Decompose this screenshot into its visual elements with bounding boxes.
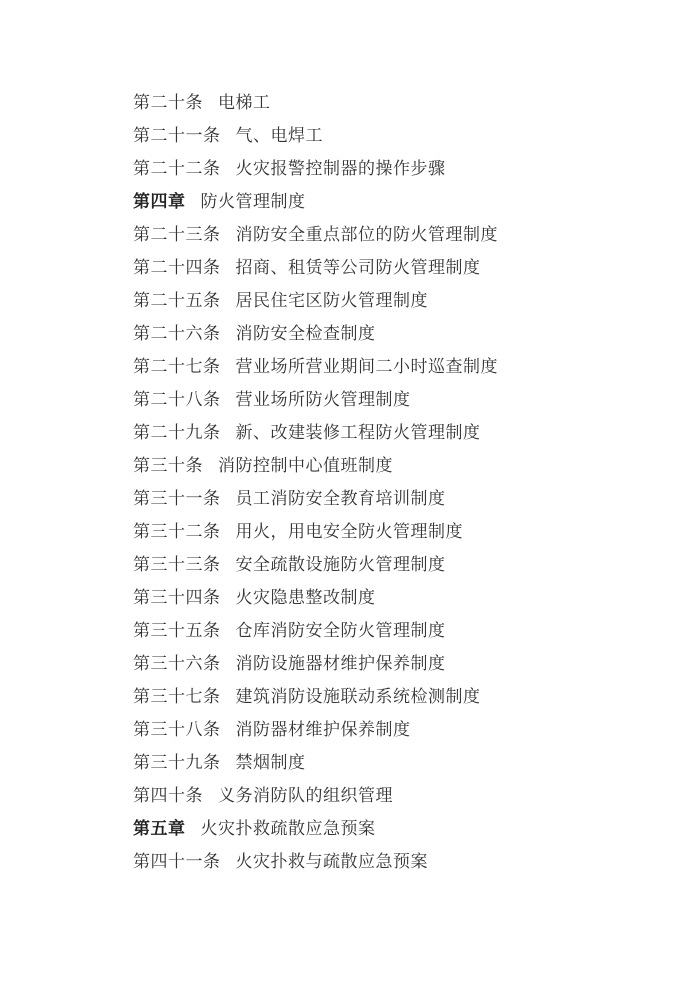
chapter-heading-line: [133, 812, 660, 845]
article-number: 第三十七条: [133, 687, 221, 706]
article-number: 第四十条: [133, 786, 203, 805]
article-line: [133, 548, 660, 581]
article-title: 消防器材维护保养制度: [235, 720, 411, 739]
article-title: 安全疏散设施防火管理制度: [235, 555, 446, 574]
article-line: [133, 482, 660, 515]
article-number: 第二十一条: [133, 126, 221, 145]
article-number: 第三十三条: [133, 555, 221, 574]
article-line: [133, 845, 660, 878]
article-line: [133, 350, 660, 383]
article-line: [133, 647, 660, 680]
article-title: 营业场所防火管理制度: [235, 390, 411, 409]
table-of-contents: [133, 86, 660, 878]
article-title: 员工消防安全教育培训制度: [235, 489, 446, 508]
article-number: 第四十一条: [133, 852, 221, 871]
article-number: 第二十五条: [133, 291, 221, 310]
article-number: 第三十五条: [133, 621, 221, 640]
article-line: [133, 614, 660, 647]
article-line: [133, 383, 660, 416]
article-number: 第三十九条: [133, 753, 221, 772]
article-line: [133, 713, 660, 746]
article-title: 招商、租赁等公司防火管理制度: [235, 258, 481, 277]
article-line: [133, 284, 660, 317]
chapter-number: 第五章: [133, 819, 186, 838]
article-number: 第二十六条: [133, 324, 221, 343]
article-number: 第三十二条: [133, 522, 221, 541]
chapter-title: 防火管理制度: [200, 192, 306, 211]
article-line: [133, 119, 660, 152]
article-line: [133, 680, 660, 713]
article-line: [133, 581, 660, 614]
article-line: [133, 515, 660, 548]
chapter-title: 火灾扑救疏散应急预案: [200, 819, 376, 838]
article-title: 仓库消防安全防火管理制度: [235, 621, 446, 640]
article-line: [133, 86, 660, 119]
article-title: 消防设施器材维护保养制度: [235, 654, 446, 673]
article-title: 营业场所营业期间二小时巡查制度: [235, 357, 498, 376]
article-number: 第二十三条: [133, 225, 221, 244]
article-line: [133, 746, 660, 779]
article-line: [133, 251, 660, 284]
article-title: 义务消防队的组织管理: [218, 786, 393, 805]
article-number: 第二十条: [133, 93, 203, 112]
article-line: [133, 779, 660, 812]
article-line: [133, 218, 660, 251]
article-title: 消防控制中心值班制度: [218, 456, 393, 475]
article-title: 气、电焊工: [235, 126, 323, 145]
chapter-heading-line: [133, 185, 660, 218]
article-number: 第二十四条: [133, 258, 221, 277]
article-line: [133, 449, 660, 482]
article-title: 居民住宅区防火管理制度: [235, 291, 428, 310]
article-number: 第三十条: [133, 456, 203, 475]
article-number: 第三十一条: [133, 489, 221, 508]
article-title: 消防安全重点部位的防火管理制度: [235, 225, 498, 244]
article-title: 消防安全检查制度: [235, 324, 376, 343]
article-number: 第二十七条: [133, 357, 221, 376]
article-line: [133, 152, 660, 185]
article-title: 电梯工: [218, 93, 271, 112]
article-title: 新、改建装修工程防火管理制度: [235, 423, 481, 442]
article-number: 第二十二条: [133, 159, 221, 178]
article-title: 用火，用电安全防火管理制度: [235, 522, 463, 541]
article-line: [133, 416, 660, 449]
article-title: 建筑消防设施联动系统检测制度: [235, 687, 481, 706]
article-number: 第二十九条: [133, 423, 221, 442]
chapter-number: 第四章: [133, 192, 186, 211]
article-title: 火灾报警控制器的操作步骤: [235, 159, 446, 178]
article-number: 第三十四条: [133, 588, 221, 607]
article-title: 禁烟制度: [235, 753, 306, 772]
article-number: 第二十八条: [133, 390, 221, 409]
article-line: [133, 317, 660, 350]
article-number: 第三十八条: [133, 720, 221, 739]
article-number: 第三十六条: [133, 654, 221, 673]
article-title: 火灾隐患整改制度: [235, 588, 376, 607]
article-title: 火灾扑救与疏散应急预案: [235, 852, 428, 871]
